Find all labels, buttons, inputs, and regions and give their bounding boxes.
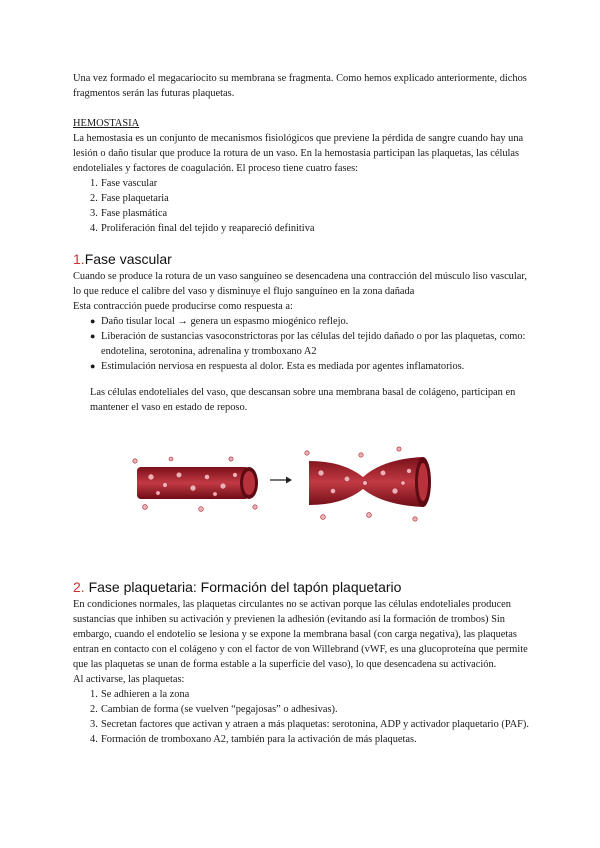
- hemostasia-title: HEMOSTASIA: [73, 118, 140, 129]
- list-text: Secretan factores que activan y atraen a más plaquetas: serotonina, ADP y activador plaquetario (PAF).: [101, 719, 529, 730]
- fase-plaquetaria-lead: Al activarse, las plaquetas:: [73, 674, 185, 685]
- list-number: 3.: [90, 719, 98, 730]
- list-number: 2.: [90, 193, 98, 204]
- fase-plaquetaria-paragraph: En condiciones normales, las plaquetas circulantes no se activan porque las células endoteliales producen sustancias que inhiben su activación y previenen la adhesión (evitando así la formación de trombos) Sin embargo, cuando el endotelio se lesiona y se expone la membrana basal (con carga negativa), las plaquetas entran en contacto con el colágeno y con el factor de von Willebrand (vWF, es una glucoproteína que permite que las plaquetas se unan de forma estable a la superficie del vaso), lo que desencadena su activación.: [73, 599, 528, 670]
- list-text: Se adhieren a la zona: [101, 689, 190, 700]
- list-number: 4.: [90, 734, 98, 745]
- list-item: [73, 314, 533, 329]
- list-text: Cambian de forma (se vuelven “pegajosas” o adhesivas).: [101, 704, 338, 715]
- bullet-icon: ●: [90, 331, 96, 341]
- bullet-icon: ●: [90, 316, 96, 326]
- list-number: 1.: [90, 178, 98, 189]
- fase-vascular-note: Las células endoteliales del vaso, que descansan sobre una membrana basal de colágeno, participan en mantener el vaso en estado de reposo.: [90, 387, 516, 413]
- list-text: Estimulación nerviosa en respuesta al dolor. Esta es mediada por agentes inflamatorios.: [101, 361, 465, 372]
- list-text: Fase vascular: [101, 178, 158, 189]
- fase-vascular-paragraph: Cuando se produce la rotura de un vaso sanguíneo se desencadena una contracción del músculo liso vascular, lo que reduce el calibre del vaso y disminuye el flujo sanguíneo en la zona dañada: [73, 271, 528, 297]
- fase-vascular-bullets: [73, 314, 533, 374]
- intro-paragraph: Una vez formado el megacariocito su membrana se fragmenta. Como hemos explicado anteriormente, dichos fragmentos serán las futuras plaquetas.: [73, 73, 527, 99]
- arrow-right-icon: [270, 475, 292, 485]
- list-text: Fase plasmática: [101, 208, 168, 219]
- document-page: [73, 71, 533, 747]
- heading-number: 1.: [73, 251, 85, 267]
- list-item: [73, 717, 533, 732]
- heading-text: Fase vascular: [84, 251, 172, 267]
- list-item: [73, 687, 533, 702]
- list-item: [73, 221, 533, 236]
- list-text: Formación de tromboxano A2, también para la activación de más plaquetas.: [101, 734, 417, 745]
- list-item: [73, 206, 533, 221]
- list-item: [73, 191, 533, 206]
- constricted-vessel-image: [303, 443, 433, 525]
- fase-vascular-lead: Esta contracción puede producirse como respuesta a:: [73, 301, 293, 312]
- fase-plaquetaria-heading: [73, 577, 533, 597]
- normal-vessel-image: [131, 453, 261, 515]
- list-number: 1.: [90, 689, 98, 700]
- list-number: 2.: [90, 704, 98, 715]
- heading-text: Fase plaquetaria: Formación del tapón plaquetario: [88, 579, 402, 595]
- bullet-icon: ●: [90, 361, 96, 371]
- list-text: Liberación de sustancias vasoconstrictoras por las células del tejido dañado o por las plaquetas, como: endotelina, serotonina, adrenalina y tromboxano A2: [101, 331, 526, 357]
- list-text: Daño tisular local → genera un espasmo miogénico reflejo.: [101, 316, 349, 327]
- list-number: 4.: [90, 223, 98, 234]
- vasoconstriction-illustration: [73, 433, 533, 535]
- list-item: [73, 732, 533, 747]
- heading-number: 2.: [73, 579, 85, 595]
- list-number: 3.: [90, 208, 98, 219]
- hemostasia-paragraph: La hemostasia es un conjunto de mecanismos fisiológicos que previene la pérdida de sangre cuando hay una lesión o daño tisular que produce la rotura de un vaso. En la hemostasia participan las plaquetas, las células endoteliales y factores de coagulación. El proceso tiene cuatro fases:: [73, 133, 524, 174]
- list-item: [73, 359, 533, 374]
- fase-vascular-heading: [73, 249, 533, 269]
- fase-plaquetaria-steps: [73, 687, 533, 747]
- list-text: Proliferación final del tejido y reapareció definitiva: [101, 223, 315, 234]
- list-item: [73, 176, 533, 191]
- hemostasia-phase-list: [73, 176, 533, 236]
- list-item: [73, 702, 533, 717]
- list-item: [73, 329, 533, 359]
- list-text: Fase plaquetaria: [101, 193, 169, 204]
